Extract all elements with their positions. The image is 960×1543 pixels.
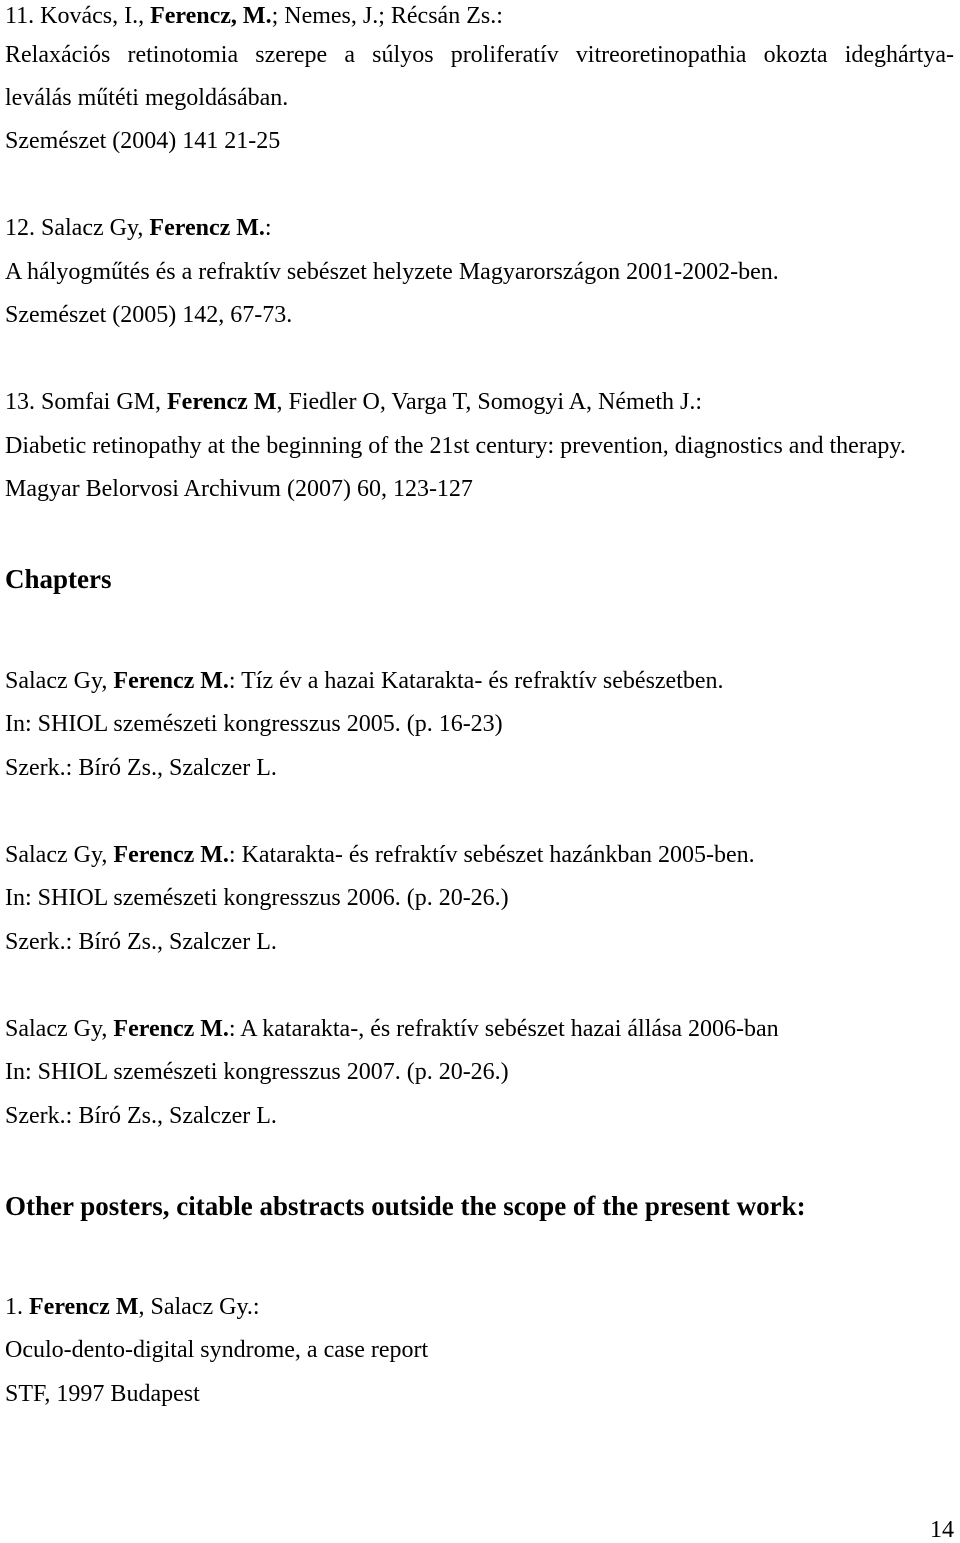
chapter-2-source: In: SHIOL szemészeti kongresszus 2006. (p. 20-26.) xyxy=(5,885,509,911)
ref-13-title: Diabetic retinopathy at the beginning of the 21st century: prevention, diagnostics and therapy. xyxy=(5,433,906,459)
ref-12-highlighted-author: Ferencz M. xyxy=(149,215,265,241)
chapter-3-citation xyxy=(5,1015,779,1043)
ref-11-authors-after: ; Nemes, J.; Récsán Zs.: xyxy=(271,3,503,29)
chapters-heading: Chapters xyxy=(5,564,112,594)
poster-1-highlighted-author: Ferencz M xyxy=(29,1294,139,1320)
chapter-1-citation xyxy=(5,667,724,695)
ref-11-authors xyxy=(5,2,503,30)
ref-13-authors xyxy=(5,388,702,416)
chapter-1-highlighted-author: Ferencz M. xyxy=(113,668,229,694)
chapter-3-title: : A katarakta-, és refraktív sebészet hazai állása 2006-ban xyxy=(228,1016,779,1042)
ref-11-highlighted-author: Ferencz, M. xyxy=(150,3,272,29)
ref-11-authors-before: Kovács, I., xyxy=(40,3,151,29)
ref-13-journal: Magyar Belorvosi Archivum (2007) 60, 123-127 xyxy=(5,476,473,502)
chapter-2-highlighted-author: Ferencz M. xyxy=(113,842,229,868)
chapter-1-source: In: SHIOL szemészeti kongresszus 2005. (p. 16-23) xyxy=(5,711,503,737)
ref-13-authors-after: , Fiedler O, Varga T, Somogyi A, Németh J.: xyxy=(276,389,703,415)
poster-1-authors xyxy=(5,1293,260,1321)
chapter-1-editors: Szerk.: Bíró Zs., Szalczer L. xyxy=(5,755,277,781)
chapter-3-highlighted-author: Ferencz M. xyxy=(113,1016,229,1042)
poster-1-authors-after: , Salacz Gy.: xyxy=(138,1294,260,1320)
posters-heading: Other posters, citable abstracts outside the scope of the present work: xyxy=(5,1191,806,1221)
ref-11-title-line-1: Relaxációs retinotomia szerepe a súlyos proliferatív vitreoretinopathia okozta ideghártya- xyxy=(5,42,954,68)
ref-12-title: A hályogműtés és a refraktív sebészet helyzete Magyarországon 2001-2002-ben. xyxy=(5,259,779,285)
chapter-2-citation xyxy=(5,841,755,869)
poster-1-title: Oculo-dento-digital syndrome, a case report xyxy=(5,1337,429,1363)
ref-11-journal: Szemészet (2004) 141 21-25 xyxy=(5,128,281,154)
ref-12-authors-after: : xyxy=(264,215,272,241)
page-number: 14 xyxy=(930,1517,954,1543)
poster-1-number: 1. xyxy=(5,1294,29,1320)
chapter-3-source: In: SHIOL szemészeti kongresszus 2007. (p. 20-26.) xyxy=(5,1059,509,1085)
chapter-3-editors: Szerk.: Bíró Zs., Szalczer L. xyxy=(5,1103,277,1129)
ref-12-authors xyxy=(5,214,272,242)
poster-1-venue: STF, 1997 Budapest xyxy=(5,1381,200,1407)
ref-11-number: 11. xyxy=(5,3,41,29)
chapter-2-editors: Szerk.: Bíró Zs., Szalczer L. xyxy=(5,929,277,955)
chapter-1-authors-before: Salacz Gy, xyxy=(5,668,114,694)
ref-11-title-line-2: leválás műtéti megoldásában. xyxy=(5,85,289,111)
ref-12-authors-before: 12. Salacz Gy, xyxy=(5,215,150,241)
chapter-2-title: : Katarakta- és refraktív sebészet hazánkban 2005-ben. xyxy=(228,842,755,868)
chapter-2-authors-before: Salacz Gy, xyxy=(5,842,114,868)
ref-12-journal: Szemészet (2005) 142, 67-73. xyxy=(5,302,293,328)
chapter-3-authors-before: Salacz Gy, xyxy=(5,1016,114,1042)
chapter-1-title: : Tíz év a hazai Katarakta- és refraktív sebészetben. xyxy=(228,668,724,694)
ref-13-authors-before: 13. Somfai GM, xyxy=(5,389,167,415)
ref-13-highlighted-author: Ferencz M xyxy=(167,389,277,415)
